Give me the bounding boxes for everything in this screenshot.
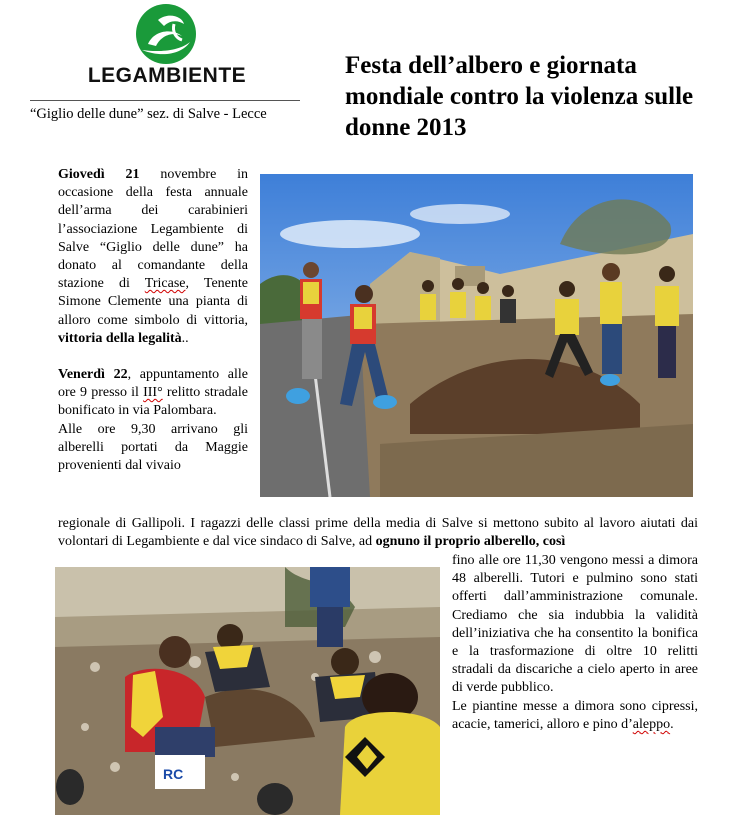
paragraph-piantine: [452, 698, 698, 734]
text-run: , appuntamento alle ore 9 presso il: [58, 367, 248, 401]
piantine-aleppo: aleppo: [632, 716, 671, 732]
bold-run: Giovedì 21: [58, 167, 140, 182]
paragraph-venerdi: [58, 366, 248, 421]
bag-logo-text: RC: [163, 766, 184, 782]
article-column-right: [452, 552, 698, 734]
bold-run: vittoria della legalità: [58, 330, 182, 346]
underlined-run: Tricase: [144, 276, 186, 292]
text-run: [105, 367, 114, 382]
article-column-left: [58, 166, 248, 475]
paragraph-ore-1130: fino alle ore 11,30 vengono messi a dimora 48 alberelli. Tutori e pulmino sono stati offerti dall’amministrazione comunale. Crediamo che sia indubbia la validità dell’iniziativa che ha consentito la bonifica e la trasformazione di oltre 10 relitti stradali da discariche a cielo aperto in aree di verde pubblico.: [452, 553, 698, 696]
page-title: Festa dell’albero e giornata mondiale contro la violenza sulle donne 2013: [345, 52, 694, 141]
bold-run: 22: [113, 367, 128, 383]
piantine-end: .: [670, 716, 674, 732]
text-run: , Tenente Simone Clemente una pianta di alloro come simbolo di vittoria,: [58, 276, 248, 328]
photo-children-planting-closeup: [55, 567, 440, 815]
logo-wordmark: LEGAMBIENTE: [87, 64, 247, 87]
text-run: relitto stradale bonificato in via Palombara.: [58, 385, 249, 419]
photo-children-planting-roadside: [260, 174, 693, 497]
logo-divider: [30, 100, 300, 101]
text-run: novembre in occasione della festa annuale dell’arma dei carabinieri l’associazione Legambiente di Salve “Giglio delle dune” ha donato al comandante della stazione di: [58, 167, 249, 292]
text-run: ..: [181, 330, 189, 346]
bold-run: Venerdì: [58, 367, 105, 383]
article-wide-paragraph: [58, 515, 698, 551]
bold-run: ognuno il proprio alberello, così: [375, 534, 566, 550]
logo-subtitle: “Giglio delle dune” sez. di Salve - Lecce: [30, 106, 267, 122]
piantine-text: Le piantine messe a dimora sono cipressi, acacie, tamerici, alloro e pino d’: [452, 698, 698, 732]
underlined-run: III°: [143, 385, 163, 401]
text-run: regionale di Gallipoli. I ragazzi delle classi prime della media di Salve si mettono subito al lavoro aiutati dai volontari di Legambiente e dal vice sindaco di Salve, ad: [58, 516, 698, 550]
paragraph-giovedi: [58, 166, 248, 348]
paragraph-ore-930: Alle ore 9,30 arrivano gli alberelli portati da Maggie provenienti dal vivaio: [58, 421, 248, 474]
